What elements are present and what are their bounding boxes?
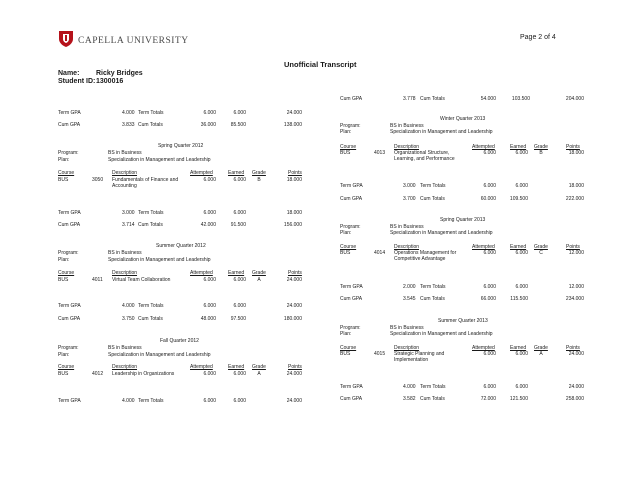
description-header: Description [394, 345, 420, 351]
term-attempted: 6.000 [483, 384, 496, 390]
cum-totals-label: Cum Totals [420, 296, 445, 302]
grade-header: Grade [534, 345, 548, 351]
term-gpa-label: Term GPA [58, 210, 81, 216]
course-header: Course [340, 144, 357, 150]
course-subject: BUS [58, 277, 69, 283]
student-name: Ricky Bridges [96, 70, 143, 77]
points-header: Points [288, 364, 302, 370]
attempted-header: Attempted [190, 170, 213, 176]
description-header: Description [112, 270, 138, 276]
course-grade: A [257, 371, 261, 377]
cum-points: 180.000 [283, 316, 302, 322]
cum-earned: 97.500 [230, 316, 246, 322]
cum-gpa-label: Cum GPA [58, 222, 81, 228]
term-totals-label: Term Totals [138, 210, 164, 216]
points-header: Points [566, 244, 580, 250]
attempted-header: Attempted [190, 364, 213, 370]
term-gpa-label: Term GPA [58, 398, 81, 404]
course-number: 4013 [374, 150, 386, 156]
program-label: Program: [340, 325, 361, 331]
program-label: Program: [58, 250, 79, 256]
earned-header: Earned [228, 364, 245, 370]
term-points: 24.000 [286, 303, 302, 309]
attempted-header: Attempted [472, 345, 495, 351]
quarter-title: Summer Quarter 2013 [438, 318, 488, 324]
program-value: BS in Business [108, 250, 142, 256]
course-attempted: 6.000 [483, 150, 496, 156]
term-points: 18.000 [286, 210, 302, 216]
program-value: BS in Business [390, 325, 424, 331]
program-value: BS in Business [390, 224, 424, 230]
grade-header: Grade [534, 244, 548, 250]
cum-gpa-value: 3.545 [403, 296, 416, 302]
plan-label: Plan: [340, 129, 352, 135]
course-description-cont: Competitive Advantage [394, 256, 446, 262]
cum-gpa-value: 3.833 [122, 122, 135, 128]
cum-earned: 91.500 [230, 222, 246, 228]
student-id-label: Student ID: [58, 78, 96, 85]
cum-gpa-value: 3.700 [403, 196, 416, 202]
course-header: Course [58, 170, 75, 176]
cum-gpa-label: Cum GPA [340, 196, 363, 202]
attempted-header: Attempted [472, 244, 495, 250]
term-totals-label: Term Totals [420, 183, 446, 189]
points-header: Points [288, 270, 302, 276]
earned-header: Earned [228, 170, 245, 176]
course-subject: BUS [340, 250, 351, 256]
course-number: 4011 [92, 277, 103, 283]
cum-totals-label: Cum Totals [420, 96, 445, 102]
term-earned: 6.000 [515, 284, 528, 290]
description-header: Description [112, 364, 138, 370]
cum-totals-label: Cum Totals [420, 196, 445, 202]
course-description: Strategic Planning and [394, 351, 445, 357]
earned-header: Earned [228, 270, 245, 276]
course-points: 24.000 [286, 371, 302, 377]
description-header: Description [394, 244, 420, 250]
plan-value: Specialization in Management and Leadership [108, 257, 211, 263]
course-points: 18.000 [286, 177, 302, 183]
cum-points: 234.000 [565, 296, 584, 302]
cum-earned: 121.500 [509, 396, 528, 402]
term-points: 24.000 [286, 398, 302, 404]
course-attempted: 6.000 [203, 371, 216, 377]
earned-header: Earned [510, 345, 527, 351]
program-label: Program: [340, 123, 361, 129]
term-gpa-label: Term GPA [58, 303, 81, 309]
course-attempted: 6.000 [203, 177, 216, 183]
term-gpa-label: Term GPA [58, 110, 81, 116]
cum-points: 258.000 [565, 396, 584, 402]
course-subject: BUS [58, 371, 69, 377]
course-description: Fundamentals of Finance and [112, 177, 179, 183]
term-totals-label: Term Totals [420, 284, 446, 290]
term-points: 12.000 [568, 284, 584, 290]
course-earned: 6.000 [233, 371, 246, 377]
earned-header: Earned [510, 244, 527, 250]
plan-label: Plan: [58, 157, 70, 163]
cum-points: 156.000 [283, 222, 302, 228]
term-gpa-label: Term GPA [340, 384, 363, 390]
term-gpa-value: 4.000 [122, 303, 135, 309]
term-earned: 6.000 [515, 384, 528, 390]
course-grade: A [539, 351, 543, 357]
grade-header: Grade [534, 144, 548, 150]
term-earned: 6.000 [515, 183, 528, 189]
grade-header: Grade [252, 364, 266, 370]
cum-points: 204.000 [565, 96, 584, 102]
course-grade: B [257, 177, 261, 183]
description-header: Description [112, 170, 138, 176]
term-gpa-value: 4.000 [122, 398, 135, 404]
grade-header: Grade [252, 270, 266, 276]
quarter-title: Spring Quarter 2012 [158, 143, 204, 149]
term-earned: 6.000 [233, 303, 246, 309]
cum-totals-label: Cum Totals [420, 396, 445, 402]
cum-totals-label: Cum Totals [138, 122, 163, 128]
cum-totals-label: Cum Totals [138, 316, 163, 322]
course-points: 12.000 [568, 250, 584, 256]
term-gpa-value: 4.000 [403, 384, 416, 390]
course-header: Course [58, 364, 75, 370]
earned-header: Earned [510, 144, 527, 150]
cum-attempted: 66.000 [480, 296, 496, 302]
cum-earned: 103.500 [511, 96, 530, 102]
cum-attempted: 54.000 [480, 96, 496, 102]
plan-label: Plan: [58, 257, 70, 263]
quarter-title: Fall Quarter 2012 [160, 338, 199, 344]
term-totals-label: Term Totals [138, 110, 164, 116]
term-points: 24.000 [568, 384, 584, 390]
student-id: 1300016 [96, 78, 124, 85]
course-earned: 6.000 [515, 351, 528, 357]
course-subject: BUS [340, 351, 351, 357]
cum-earned: 115.500 [510, 296, 528, 302]
plan-value: Specialization in Management and Leadership [108, 352, 211, 358]
course-description-cont: Learning, and Performance [394, 156, 455, 162]
plan-value: Specialization in Management and Leadership [108, 157, 211, 163]
page-number: Page 2 of 4 [520, 34, 556, 41]
cum-gpa-label: Cum GPA [340, 396, 363, 402]
plan-label: Plan: [58, 352, 70, 358]
description-header: Description [394, 144, 420, 150]
course-attempted: 6.000 [483, 250, 496, 256]
program-label: Program: [58, 150, 79, 156]
course-number: 3050 [92, 177, 104, 183]
term-gpa-label: Term GPA [340, 284, 363, 290]
term-gpa-value: 3.000 [122, 210, 135, 216]
term-earned: 6.000 [233, 398, 246, 404]
attempted-header: Attempted [472, 144, 495, 150]
term-totals-label: Term Totals [138, 398, 164, 404]
course-earned: 6.000 [233, 177, 246, 183]
term-gpa-label: Term GPA [340, 183, 363, 189]
program-value: BS in Business [390, 123, 424, 129]
term-gpa-value: 3.000 [403, 183, 416, 189]
term-earned: 6.000 [233, 110, 246, 116]
term-attempted: 6.000 [203, 398, 216, 404]
course-number: 4015 [374, 351, 386, 357]
quarter-title: Winter Quarter 2013 [440, 116, 486, 122]
quarter-title: Summer Quarter 2012 [156, 243, 206, 249]
plan-label: Plan: [340, 331, 352, 337]
points-header: Points [566, 144, 580, 150]
course-description: Virtual Team Collaboration [112, 277, 171, 283]
grade-header: Grade [252, 170, 266, 176]
cum-gpa-label: Cum GPA [340, 96, 363, 102]
term-gpa-value: 4.000 [122, 110, 135, 116]
course-earned: 6.000 [233, 277, 246, 283]
course-description: Organizational Structure, [394, 150, 450, 156]
capella-logo-icon [58, 30, 74, 53]
cum-earned: 85.500 [230, 122, 246, 128]
cum-attempted: 48.000 [200, 316, 216, 322]
course-earned: 6.000 [515, 250, 528, 256]
plan-value: Specialization in Management and Leadership [390, 230, 493, 236]
course-points: 18.000 [568, 150, 584, 156]
term-totals-label: Term Totals [420, 384, 446, 390]
cum-gpa-label: Cum GPA [58, 316, 81, 322]
cum-gpa-value: 3.582 [403, 396, 416, 402]
term-totals-label: Term Totals [138, 303, 164, 309]
page-title: Unofficial Transcript [284, 60, 357, 69]
term-gpa-value: 2.000 [403, 284, 416, 290]
course-grade: C [539, 250, 543, 256]
cum-earned: 109.500 [509, 196, 528, 202]
cum-gpa-value: 3.714 [122, 222, 135, 228]
cum-gpa-label: Cum GPA [58, 122, 81, 128]
program-value: BS in Business [108, 150, 142, 156]
course-points: 24.000 [568, 351, 584, 357]
course-description-cont: Implementation [394, 357, 429, 363]
attempted-header: Attempted [190, 270, 213, 276]
quarter-title: Spring Quarter 2013 [440, 217, 486, 223]
program-label: Program: [340, 224, 361, 230]
name-label: Name: [58, 70, 80, 77]
term-attempted: 6.000 [483, 284, 496, 290]
term-attempted: 6.000 [483, 183, 496, 189]
cum-points: 138.000 [283, 122, 302, 128]
term-attempted: 6.000 [203, 110, 216, 116]
course-subject: BUS [340, 150, 351, 156]
term-attempted: 6.000 [203, 303, 216, 309]
cum-totals-label: Cum Totals [138, 222, 163, 228]
plan-value: Specialization in Management and Leadership [390, 129, 493, 135]
course-description-cont: Accounting [112, 183, 137, 189]
course-header: Course [58, 270, 75, 276]
cum-gpa-label: Cum GPA [340, 296, 363, 302]
course-subject: BUS [58, 177, 69, 183]
course-header: Course [340, 345, 357, 351]
points-header: Points [288, 170, 302, 176]
cum-attempted: 36.000 [200, 122, 216, 128]
cum-attempted: 72.000 [480, 396, 496, 402]
course-attempted: 6.000 [483, 351, 496, 357]
cum-points: 222.000 [565, 196, 584, 202]
course-points: 24.000 [286, 277, 302, 283]
plan-value: Specialization in Management and Leadership [390, 331, 493, 337]
logo-wordmark: CAPELLA UNIVERSITY [78, 36, 189, 46]
course-earned: 6.000 [515, 150, 528, 156]
cum-attempted: 60.000 [480, 196, 496, 202]
course-description: Operations Management for [394, 250, 457, 256]
program-label: Program: [58, 345, 79, 351]
cum-gpa-value: 3.778 [403, 96, 416, 102]
course-number: 4014 [374, 250, 386, 256]
course-grade: A [257, 277, 261, 283]
plan-label: Plan: [340, 230, 352, 236]
course-number: 4012 [92, 371, 104, 377]
term-points: 24.000 [286, 110, 302, 116]
course-header: Course [340, 244, 357, 250]
points-header: Points [566, 345, 580, 351]
term-attempted: 6.000 [203, 210, 216, 216]
cum-attempted: 42.000 [200, 222, 216, 228]
program-value: BS in Business [108, 345, 142, 351]
term-earned: 6.000 [233, 210, 246, 216]
course-attempted: 6.000 [203, 277, 216, 283]
course-description: Leadership in Organizations [112, 371, 175, 377]
course-grade: B [539, 150, 543, 156]
term-points: 18.000 [568, 183, 584, 189]
cum-gpa-value: 3.750 [122, 316, 135, 322]
